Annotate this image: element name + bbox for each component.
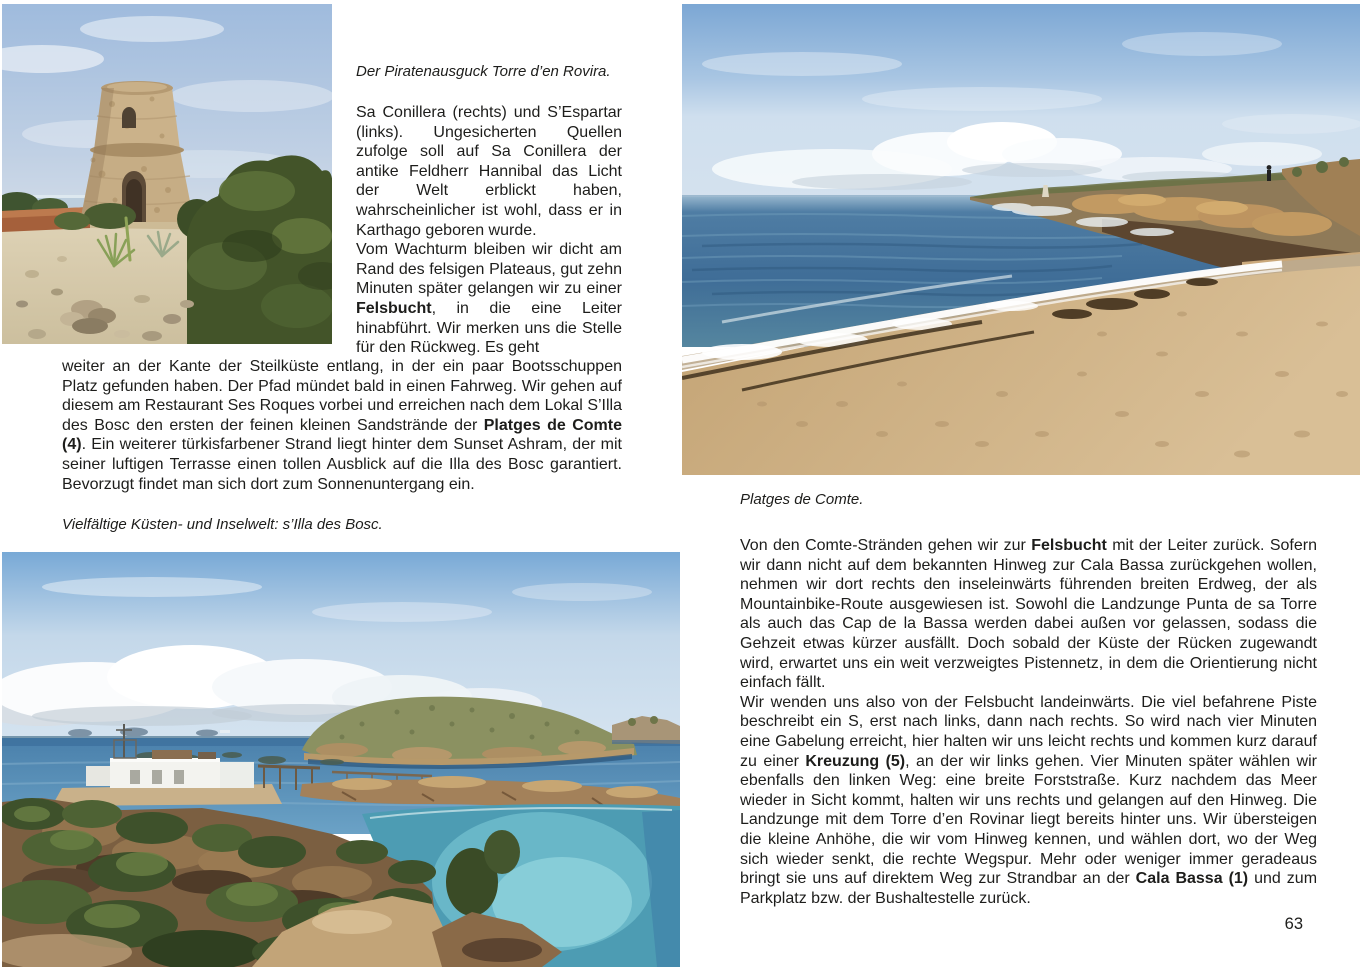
cove-photo-illustration [2,552,680,967]
left-narrow-text-column [356,103,622,358]
paragraph-steilkueste: weiter an der Kante der Steilküste entlang, in der ein paar Bootsschuppen Platz gefunden haben. Der Pfad mündet bald in einen Fahrweg. Wir gehen auf diesem am Restaurant Ses Roques vorbei und erreichen nach dem Lokal S’Illa des Bosc den ersten der feinen kleinen Sandstrände der Platges de Comte (4). Ein weiterer türkisfarbener Strand liegt hinter dem Sunset Ashram, der mit seiner luftigen Terrasse einen tollen Ausblick auf die Illa des Bosc garantiert. Bevorzugt findet man sich dort zum Sonnenuntergang ein. [62,358,622,493]
paragraph-wir-wenden-uns: Wir wenden uns also von der Felsbucht landeinwärts. Die viel befahrene Piste beschreibt ein S, erst nach links, dann nach rechts. So wird nach vier Minuten eine Gabelung erreicht, hier halten wir uns leicht rechts und kommen kurz darauf zu einer Kreuzung (5), an der wir links gehen. Vier Minuten später wählen wir ebenfalls den linken Weg: eine breite Forststraße. Kurz nachdem das Meer wieder in Sicht kommt, halten wir uns rechts und gelangen auf den Hinweg. Die Landzunge mit dem Torre d’en Rovinar liegt bereits hinter uns. Wir übersteigen die kleine Anhöhe, die wir vom Hinweg kennen, und wählen dort, wo der Weg sich wieder senkt, die rechte Wegspur. Mehr oder weniger immer geradeaus bringt sie uns auf direktem Weg zur Strandbar an der Cala Bassa (1) und zum Parkplatz bzw. der Bushaltestelle zurück. [740,693,1318,907]
paragraph-vom-wachturm: Vom Wachturm bleiben wir dicht am Rand des felsigen Plateaus, gut zehn Minuten später gelangen wir zu einer Felsbucht, in die eine Leiter hinabführt. Wir merken uns die Stelle für den Rückweg. Es geht [356,241,622,357]
left-wide-text-block [62,357,622,494]
paragraph-von-den-comte-straenden: Von den Comte-Stränden gehen wir zur Felsbucht mit der Leiter zurück. Sofern wir dann nicht auf dem bekannten Hinweg zur Cala Bassa zurückgehen wollen, nehmen wir dort rechts den inseleinwärts führenden breiten Erdweg, der als Mountainbike-Route ausgewiesen ist. Sowohl die Landzunge Punta de sa Torre als auch das Cap de la Bassa werden dabei außen vor gelassen, sodass die Gehzeit etwas kürzer ausfällt. Doch sobald der Küste der Rücken zugewandt wird, erwartet uns ein weit verzweigtes Pistennetz, in dem die Orientierung nicht einfach fällt. [740,537,1318,692]
photo-platges-de-comte [682,4,1360,475]
right-text-column [740,536,1317,908]
caption-platges-de-comte: Platges de Comte. [740,491,864,508]
tower-photo-illustration [2,4,332,344]
photo-silla-des-bosc [2,552,680,967]
photo-torre-den-rovira [2,4,332,344]
caption-silla-des-bosc: Vielfältige Küsten- und Inselwelt: s’Illa des Bosc. [62,516,383,533]
beach-photo-illustration [682,4,1360,475]
page-number: 63 [1284,915,1303,933]
caption-torre-den-rovira: Der Piratenausguck Torre d’en Rovira. [356,63,611,80]
paragraph-sa-conillera: Sa Conillera (rechts) und S’Espartar (links). Ungesicherten Quellen zufolge soll auf Sa Conillera der antike Feldherr Hannibal das Licht der Welt erblickt haben, wahrscheinlicher ist wohl, dass er in Karthago geboren wurde. [356,104,622,239]
